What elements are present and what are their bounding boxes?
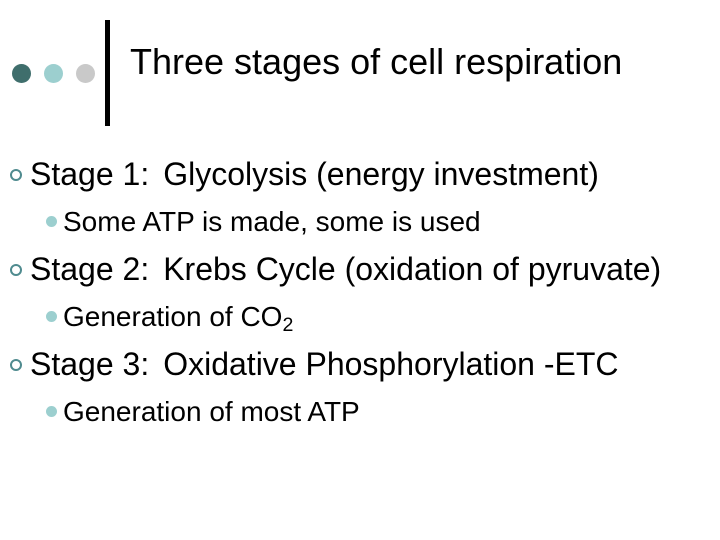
ring-bullet-icon (10, 169, 22, 181)
dot-bullet-icon (46, 311, 57, 322)
stage-3-subitem (46, 395, 360, 429)
stage-label: Stage 2: (30, 251, 150, 287)
stage-2-item (10, 250, 661, 288)
stage-2-subitem (46, 300, 293, 334)
stage-1-subitem (46, 205, 481, 239)
dot-bullet-icon (46, 216, 57, 227)
stage-description: Oxidative Phosphorylation -ETC (163, 346, 619, 382)
slide-title: Three stages of cell respiration (130, 41, 623, 82)
subitem-text: Generation of CO (63, 301, 283, 332)
stage-3-item (10, 345, 619, 383)
dot-bullet-icon (46, 406, 57, 417)
stage-description: Glycolysis (energy investment) (163, 156, 599, 192)
subscript: 2 (282, 313, 294, 336)
stage-label: Stage 1: (30, 156, 150, 192)
ring-bullet-icon (10, 359, 22, 371)
stage-1-item (10, 155, 599, 193)
stage-label: Stage 3: (30, 346, 150, 382)
subitem-text: Generation of most ATP (63, 396, 360, 427)
subitem-text: Some ATP is made, some is used (63, 206, 481, 237)
stage-description: Krebs Cycle (oxidation of pyruvate) (163, 251, 662, 287)
ring-bullet-icon (10, 264, 22, 276)
